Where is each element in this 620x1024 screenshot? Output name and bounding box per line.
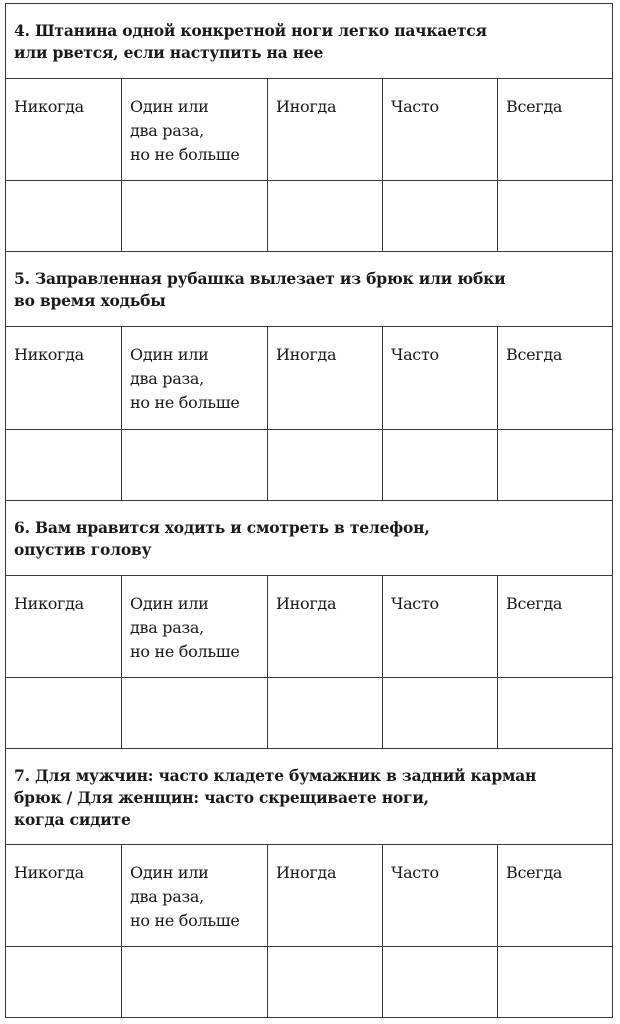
option-often	[383, 327, 498, 430]
answer-cell-sometimes[interactable]	[268, 678, 383, 749]
option-always	[498, 327, 613, 430]
option-label: Всегда	[506, 594, 563, 613]
answer-cell-once-twice[interactable]	[122, 947, 268, 1018]
option-label-line: но не больше	[130, 911, 240, 930]
answer-cell-once-twice[interactable]	[122, 181, 268, 252]
answer-cell-always[interactable]	[498, 430, 613, 501]
option-label-line: два раза,	[130, 618, 204, 637]
option-label: Всегда	[506, 97, 563, 116]
option-label-line: Один или	[130, 345, 209, 364]
option-label-line: два раза,	[130, 121, 204, 140]
question-line: когда сидите	[14, 810, 131, 829]
options-row	[6, 327, 613, 430]
answer-cell-always[interactable]	[498, 678, 613, 749]
answer-row	[6, 430, 613, 501]
answer-row	[6, 678, 613, 749]
answer-cell-sometimes[interactable]	[268, 430, 383, 501]
option-label: Никогда	[14, 97, 84, 116]
answer-cell-often[interactable]	[383, 181, 498, 252]
option-never	[6, 79, 122, 181]
option-once-twice	[122, 845, 268, 947]
question-text	[6, 501, 613, 576]
question-row	[6, 252, 613, 327]
question-line: 6. Вам нравится ходить и смотреть в телефон,	[14, 518, 430, 537]
answer-cell-often[interactable]	[383, 678, 498, 749]
option-sometimes	[268, 845, 383, 947]
questionnaire-table	[5, 3, 613, 1018]
option-label: Часто	[391, 594, 439, 613]
question-line: во время ходьбы	[14, 291, 166, 310]
option-label-line: Один или	[130, 594, 209, 613]
answer-cell-never[interactable]	[6, 678, 122, 749]
option-once-twice	[122, 79, 268, 181]
questionnaire	[5, 3, 612, 1018]
answer-row	[6, 181, 613, 252]
option-sometimes	[268, 79, 383, 181]
option-often	[383, 576, 498, 678]
answer-cell-never[interactable]	[6, 947, 122, 1018]
question-text	[6, 4, 613, 79]
question-row	[6, 501, 613, 576]
option-label: Часто	[391, 97, 439, 116]
option-label-line: Один или	[130, 97, 209, 116]
option-label-line: но не больше	[130, 642, 240, 661]
options-row	[6, 576, 613, 678]
option-always	[498, 845, 613, 947]
answer-cell-always[interactable]	[498, 947, 613, 1018]
option-label: Никогда	[14, 863, 84, 882]
option-label: Никогда	[14, 594, 84, 613]
option-label-line: Один или	[130, 863, 209, 882]
option-label-line: два раза,	[130, 369, 204, 388]
option-label: Всегда	[506, 345, 563, 364]
option-often	[383, 79, 498, 181]
option-often	[383, 845, 498, 947]
option-never	[6, 327, 122, 430]
answer-cell-never[interactable]	[6, 430, 122, 501]
question-row	[6, 4, 613, 79]
answer-cell-sometimes[interactable]	[268, 181, 383, 252]
option-label: Часто	[391, 863, 439, 882]
question-line: брюк / Для женщин: часто скрещиваете ноги,	[14, 788, 429, 807]
option-label-line: два раза,	[130, 887, 204, 906]
option-once-twice	[122, 576, 268, 678]
option-label: Иногда	[276, 594, 337, 613]
option-label: Часто	[391, 345, 439, 364]
options-row	[6, 79, 613, 181]
question-text	[6, 252, 613, 327]
option-sometimes	[268, 327, 383, 430]
option-never	[6, 576, 122, 678]
question-line: или рвется, если наступить на нее	[14, 43, 324, 62]
answer-cell-once-twice[interactable]	[122, 678, 268, 749]
answer-cell-always[interactable]	[498, 181, 613, 252]
answer-cell-often[interactable]	[383, 430, 498, 501]
option-always	[498, 79, 613, 181]
answer-row	[6, 947, 613, 1018]
answer-cell-once-twice[interactable]	[122, 430, 268, 501]
options-row	[6, 845, 613, 947]
answer-cell-never[interactable]	[6, 181, 122, 252]
option-label-line: но не больше	[130, 145, 240, 164]
answer-cell-sometimes[interactable]	[268, 947, 383, 1018]
question-row	[6, 749, 613, 845]
question-text	[6, 749, 613, 845]
question-line: 4. Штанина одной конкретной ноги легко пачкается	[14, 21, 487, 40]
option-always	[498, 576, 613, 678]
option-sometimes	[268, 576, 383, 678]
question-line: 7. Для мужчин: часто кладете бумажник в задний карман	[14, 766, 537, 785]
question-line: опустив голову	[14, 540, 152, 559]
option-label-line: но не больше	[130, 393, 240, 412]
question-line: 5. Заправленная рубашка вылезает из брюк или юбки	[14, 269, 506, 288]
option-label: Иногда	[276, 345, 337, 364]
option-once-twice	[122, 327, 268, 430]
option-label: Никогда	[14, 345, 84, 364]
option-never	[6, 845, 122, 947]
answer-cell-often[interactable]	[383, 947, 498, 1018]
option-label: Всегда	[506, 863, 563, 882]
option-label: Иногда	[276, 863, 337, 882]
option-label: Иногда	[276, 97, 337, 116]
